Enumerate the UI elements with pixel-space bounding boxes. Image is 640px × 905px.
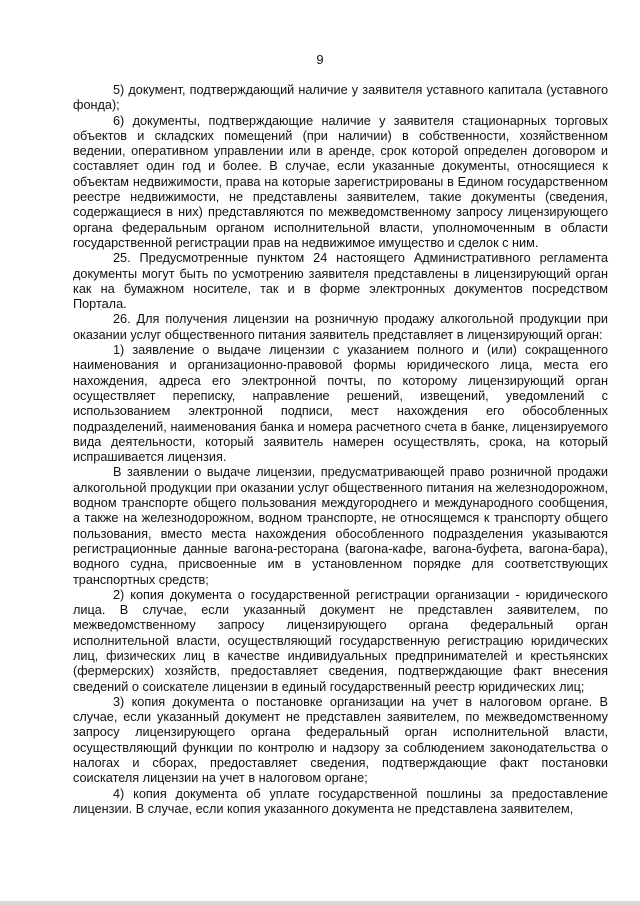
- page-number: 9: [316, 52, 324, 67]
- paragraph-item-6: 6) документы, подтверждающие наличие у заявителя стационарных торговых объектов и складских помещений (при наличии) в собственности, хозяйственном ведении, оперативном управлении или в аренде, срок которой определен договором и составляет один год и более. В случае, если указанные документы, относящиеся к объектам недвижимости, права на которые зарегистрированы в Едином государственном реестре недвижимости, не представлены заявителем, такие документы (сведения, содержащиеся в них) представляются по межведомственному запросу лицензирующего органа федеральным органом исполнительной власти, уполномоченным в области государственной регистрации прав на недвижимое имущество и сделок с ним.: [73, 113, 608, 250]
- page-bottom-edge: [0, 901, 640, 905]
- paragraph-item-3-tax: 3) копия документа о постановке организации на учет в налоговом органе. В случае, если указанный документ не представлен заявителем, по межведомственному запросу лицензирующего органа федеральный орган исполнительной власти, осуществляющий функции по контролю и надзору за соблюдением законодательства о налогах и сборах, предоставляет сведения, подтверждающие факт постановки соискателя лицензии на учет в налоговом органе;: [73, 694, 608, 786]
- paragraph-item-2-registration: 2) копия документа о государственной регистрации организации - юридического лица. В случае, если указанный документ не представлен заявителем, по межведомственному запросу лицензирующего органа федеральный орган исполнительной власти, осуществляющий государственную регистрацию юридических лиц, физических лиц в качестве индивидуальных предпринимателей и крестьянских (фермерских) хозяйств, предоставляет сведения, подтверждающие факт внесения сведений о соискателе лицензии в единый государственный реестр юридических лиц;: [73, 587, 608, 694]
- paragraph-item-1-application: 1) заявление о выдаче лицензии с указанием полного и (или) сокращенного наименования и организационно-правовой формы юридического лица, места его нахождения, адреса его электронной почты, по которому лицензирующий орган осуществляет переписку, направление решений, извещений, уведомлений с использованием электронной подписи, мест нахождения его обособленных подразделений, наименования банка и номера расчетного счета в банке, лицензируемого вида деятельности, который заявитель намерен осуществлять, срока, на который испрашивается лицензия.: [73, 343, 608, 465]
- paragraph-clause-26: 26. Для получения лицензии на розничную продажу алкогольной продукции при оказании услуг общественного питания заявитель представляет в лицензирующий орган:: [73, 312, 608, 342]
- paragraph-clause-25: 25. Предусмотренные пунктом 24 настоящего Административного регламента документы могут быть по усмотрению заявителя представлены в лицензирующий орган как на бумажном носителе, так и в форме электронных документов посредством Портала.: [73, 251, 608, 312]
- paragraph-application-transport: В заявлении о выдаче лицензии, предусматривающей право розничной продажи алкогольной продукции при оказании услуг общественного питания на железнодорожном, водном транспорте общего пользования междугороднего и международного сообщения, а также на железнодорожном, водном транспорте, не относящемся к транспорту общего пользования, вместо места нахождения обособленного подразделения указываются регистрационные данные вагона-ресторана (вагона-кафе, вагона-буфета, вагона-бара), водного судна, присвоенные им в установленном порядке для соответствующих транспортных средств;: [73, 465, 608, 587]
- paragraph-item-4-duty: 4) копия документа об уплате государственной пошлины за предоставление лицензии. В случае, если копия указанного документа не представлена заявителем,: [73, 786, 608, 816]
- paragraph-item-5: 5) документ, подтверждающий наличие у заявителя уставного капитала (уставного фонда);: [73, 83, 608, 113]
- document-body: [73, 83, 608, 817]
